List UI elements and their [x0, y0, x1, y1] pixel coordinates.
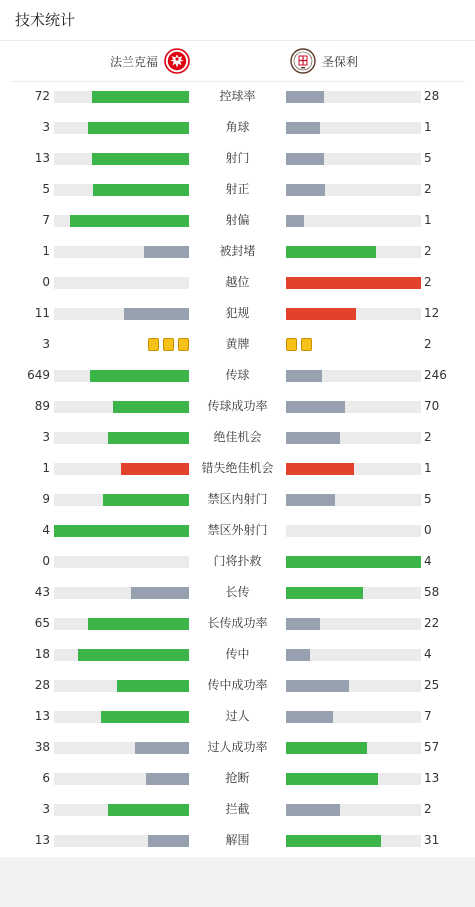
away-bar-track	[286, 649, 421, 661]
stat-row	[0, 732, 475, 763]
stat-label: 拦截	[225, 802, 250, 816]
home-value: 89	[34, 399, 50, 413]
away-bar-track	[286, 184, 421, 196]
away-value: 1	[424, 120, 432, 134]
away-bar	[286, 308, 356, 320]
away-bar	[286, 122, 320, 134]
stat-row	[0, 515, 475, 546]
away-bar	[286, 153, 324, 165]
home-value: 6	[42, 771, 50, 785]
stat-row	[0, 81, 475, 112]
away-bar-track	[286, 556, 421, 568]
away-value: 2	[424, 430, 432, 444]
stat-label: 门将扑救	[213, 554, 262, 568]
home-bar-track	[54, 122, 189, 134]
home-bar-track	[54, 525, 189, 537]
home-value: 43	[34, 585, 50, 599]
stat-row	[0, 112, 475, 143]
stat-label: 射偏	[225, 213, 250, 227]
away-bar-track	[286, 742, 421, 754]
away-yellow-cards	[286, 338, 312, 351]
away-bar-track	[286, 463, 421, 475]
stat-row	[0, 267, 475, 298]
away-bar-track	[286, 804, 421, 816]
home-bar	[88, 122, 189, 134]
page-title: 技术统计	[15, 11, 76, 29]
home-bar	[54, 525, 189, 537]
away-bar-track	[286, 122, 421, 134]
away-bar	[286, 277, 421, 289]
home-bar-track	[54, 370, 189, 382]
stat-row	[0, 391, 475, 422]
home-bar-track	[54, 153, 189, 165]
home-value: 13	[34, 833, 50, 847]
away-value: 1	[424, 461, 432, 475]
home-bar-track	[54, 308, 189, 320]
home-bar	[135, 742, 189, 754]
stat-row	[0, 174, 475, 205]
home-bar-track	[54, 246, 189, 258]
home-yellow-cards	[148, 338, 189, 351]
stat-label: 过人成功率	[207, 740, 268, 754]
away-bar-track	[286, 618, 421, 630]
stat-label: 抢断	[225, 771, 250, 785]
stat-row	[0, 422, 475, 453]
away-bar-track	[286, 835, 421, 847]
stat-row	[0, 236, 475, 267]
away-bar-track	[286, 773, 421, 785]
away-bar-track	[286, 711, 421, 723]
away-bar-track	[286, 494, 421, 506]
away-bar-track	[286, 277, 421, 289]
away-bar	[286, 184, 325, 196]
away-value: 31	[424, 833, 440, 847]
away-bar	[286, 835, 381, 847]
away-value: 2	[424, 182, 432, 196]
away-value: 2	[424, 337, 432, 351]
home-bar-track	[54, 432, 189, 444]
home-bar	[131, 587, 189, 599]
away-value: 7	[424, 709, 432, 723]
stat-row	[0, 546, 475, 577]
home-bar-track	[54, 277, 189, 289]
stat-label: 长传成功率	[207, 616, 268, 630]
home-bar-track	[54, 680, 189, 692]
home-value: 5	[42, 182, 50, 196]
stat-label: 控球率	[219, 89, 256, 103]
home-bar	[101, 711, 189, 723]
away-bar	[286, 742, 367, 754]
home-bar	[90, 370, 189, 382]
home-bar-track	[54, 649, 189, 661]
away-value: 22	[424, 616, 440, 630]
stat-label: 角球	[225, 120, 250, 134]
home-value: 649	[27, 368, 50, 382]
home-value: 3	[42, 802, 50, 816]
away-bar-track	[286, 308, 421, 320]
away-bar-track	[286, 432, 421, 444]
stat-label: 解围	[225, 833, 250, 847]
home-bar	[113, 401, 189, 413]
home-value: 1	[42, 244, 50, 258]
away-value: 4	[424, 554, 432, 568]
stat-label: 过人	[225, 709, 250, 723]
home-value: 3	[42, 120, 50, 134]
home-bar	[103, 494, 189, 506]
stat-label: 传中成功率	[207, 678, 268, 692]
away-bar	[286, 494, 335, 506]
away-team	[290, 47, 358, 75]
away-value: 28	[424, 89, 440, 103]
stat-row	[0, 298, 475, 329]
home-bar	[78, 649, 189, 661]
away-bar-track	[286, 370, 421, 382]
away-bar-track	[286, 401, 421, 413]
away-bar-track	[286, 153, 421, 165]
stat-label: 禁区外射门	[207, 523, 268, 537]
away-bar	[286, 246, 376, 258]
stat-row	[0, 577, 475, 608]
home-bar-track	[54, 742, 189, 754]
stat-label: 射正	[225, 182, 250, 196]
yellow-card-icon	[301, 338, 312, 351]
away-bar	[286, 215, 304, 227]
away-value: 13	[424, 771, 440, 785]
home-bar-track	[54, 835, 189, 847]
home-bar	[121, 463, 189, 475]
stat-label: 越位	[225, 275, 250, 289]
home-bar	[144, 246, 189, 258]
yellow-card-icon	[178, 338, 189, 351]
home-value: 0	[42, 554, 50, 568]
home-bar-track	[54, 91, 189, 103]
home-value: 3	[42, 430, 50, 444]
away-bar	[286, 401, 345, 413]
home-bar	[108, 804, 189, 816]
home-bar-track	[54, 184, 189, 196]
stat-row	[0, 205, 475, 236]
stat-row	[0, 608, 475, 639]
home-value: 3	[42, 337, 50, 351]
away-bar	[286, 680, 349, 692]
away-bar	[286, 556, 421, 568]
away-bar-track	[286, 587, 421, 599]
home-team	[110, 47, 190, 75]
away-bar	[286, 370, 322, 382]
home-bar-track	[54, 215, 189, 227]
away-value: 2	[424, 244, 432, 258]
away-bar-track	[286, 680, 421, 692]
stat-row	[0, 484, 475, 515]
away-bar	[286, 587, 363, 599]
home-value: 0	[42, 275, 50, 289]
stat-label: 黄牌	[225, 337, 250, 351]
home-value: 28	[34, 678, 50, 692]
home-value: 9	[42, 492, 50, 506]
home-value: 4	[42, 523, 50, 537]
away-team-name: 圣保利	[322, 54, 359, 69]
stat-label: 射门	[225, 151, 250, 165]
home-value: 72	[34, 89, 50, 103]
away-value: 25	[424, 678, 440, 692]
away-bar	[286, 432, 340, 444]
stat-row	[0, 143, 475, 174]
away-value: 12	[424, 306, 440, 320]
away-bar-track	[286, 525, 421, 537]
home-bar	[70, 215, 189, 227]
stat-row	[0, 360, 475, 391]
stat-label: 犯规	[225, 306, 250, 320]
home-bar	[88, 618, 189, 630]
stat-label: 绝佳机会	[213, 430, 262, 444]
home-value: 18	[34, 647, 50, 661]
away-value: 57	[424, 740, 440, 754]
yellow-card-icon	[286, 338, 297, 351]
home-bar-track	[54, 804, 189, 816]
home-value: 11	[34, 306, 50, 320]
away-value: 4	[424, 647, 432, 661]
stat-label: 被封堵	[219, 244, 256, 258]
stat-label: 传球	[225, 368, 250, 382]
away-value: 58	[424, 585, 440, 599]
away-bar	[286, 773, 378, 785]
stat-row	[0, 329, 475, 360]
home-bar-track	[54, 711, 189, 723]
stat-label: 错失绝佳机会	[201, 461, 274, 475]
home-bar	[92, 153, 189, 165]
home-bar-track	[54, 401, 189, 413]
stat-label: 传球成功率	[207, 399, 268, 413]
home-value: 7	[42, 213, 50, 227]
stat-label: 禁区内射门	[207, 492, 268, 506]
away-value: 0	[424, 523, 432, 537]
away-value: 1	[424, 213, 432, 227]
away-bar-track	[286, 91, 421, 103]
home-bar	[117, 680, 189, 692]
teams-header	[0, 41, 475, 81]
away-value: 5	[424, 492, 432, 506]
home-bar-track	[54, 618, 189, 630]
home-bar-track	[54, 587, 189, 599]
yellow-card-icon	[148, 338, 159, 351]
home-value: 1	[42, 461, 50, 475]
home-bar	[124, 308, 189, 320]
away-bar	[286, 463, 354, 475]
stat-row	[0, 670, 475, 701]
home-bar	[148, 835, 189, 847]
stat-label: 长传	[225, 585, 250, 599]
away-bar	[286, 804, 340, 816]
stats-list	[0, 81, 475, 856]
yellow-card-icon	[163, 338, 174, 351]
stat-row	[0, 763, 475, 794]
away-value: 5	[424, 151, 432, 165]
home-value: 65	[34, 616, 50, 630]
home-value: 13	[34, 151, 50, 165]
eintracht-frankfurt-crest-icon	[164, 48, 190, 74]
home-bar-track	[54, 463, 189, 475]
away-value: 246	[424, 368, 447, 382]
away-bar	[286, 618, 320, 630]
away-bar	[286, 91, 324, 103]
stat-label: 传中	[225, 647, 250, 661]
home-bar	[93, 184, 189, 196]
stat-row	[0, 825, 475, 856]
stat-row	[0, 701, 475, 732]
home-value: 13	[34, 709, 50, 723]
away-value: 70	[424, 399, 440, 413]
home-bar-track	[54, 556, 189, 568]
home-bar-track	[54, 773, 189, 785]
stat-row	[0, 794, 475, 825]
home-bar	[92, 91, 189, 103]
st-pauli-crest-icon	[290, 48, 316, 74]
home-bar-track	[54, 494, 189, 506]
away-bar-track	[286, 215, 421, 227]
away-bar	[286, 649, 310, 661]
away-bar	[286, 711, 333, 723]
home-bar	[108, 432, 189, 444]
stat-row	[0, 453, 475, 484]
home-bar	[146, 773, 189, 785]
stat-row	[0, 639, 475, 670]
away-value: 2	[424, 275, 432, 289]
home-value: 38	[34, 740, 50, 754]
away-bar-track	[286, 246, 421, 258]
home-team-name: 法兰克福	[109, 54, 158, 69]
away-value: 2	[424, 802, 432, 816]
